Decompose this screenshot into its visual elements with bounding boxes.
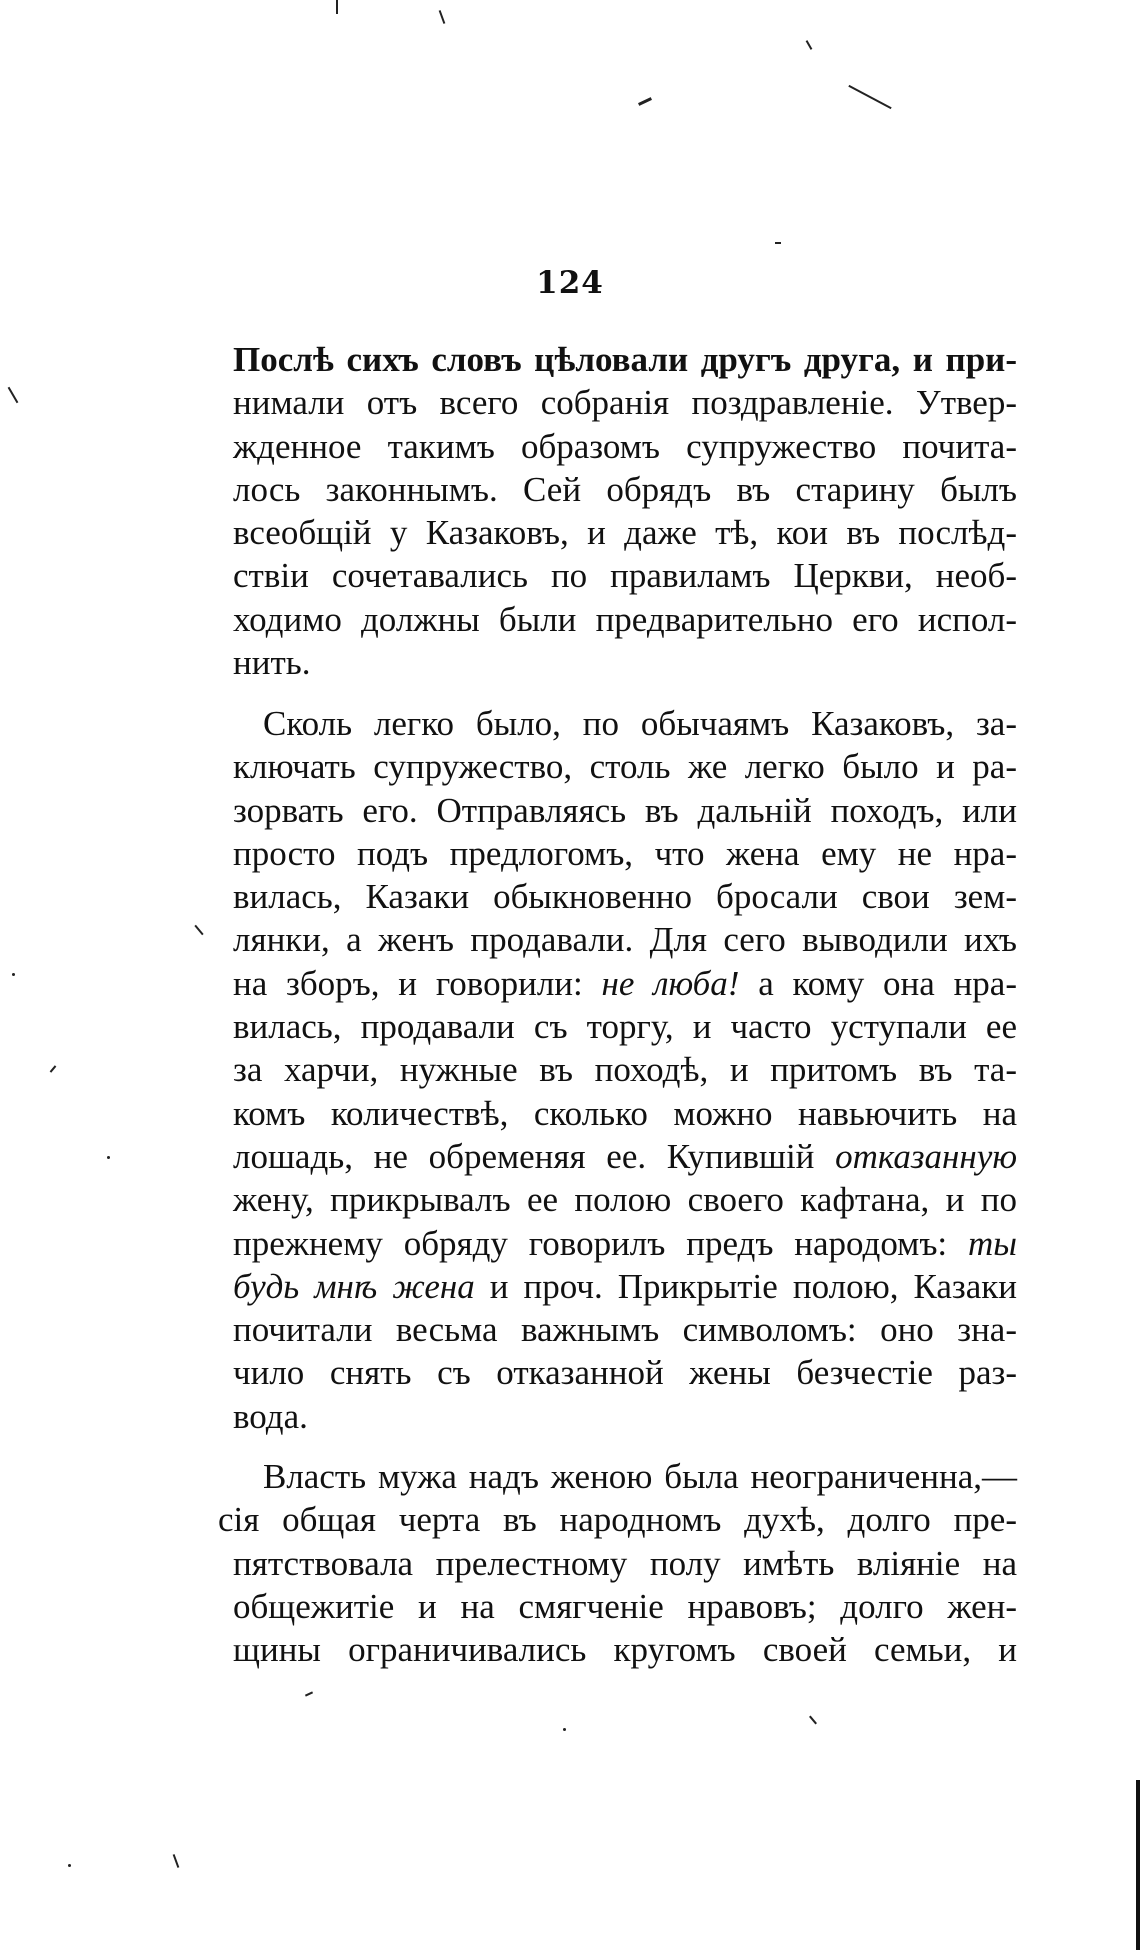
scan-speck bbox=[439, 10, 446, 24]
scan-speck bbox=[68, 1864, 71, 1867]
text-line: жденное такимъ образомъ супружество почита- bbox=[233, 426, 1017, 466]
text-run: прежнему обряду говорилъ предъ народомъ: bbox=[233, 1223, 969, 1263]
scan-speck bbox=[305, 1691, 313, 1696]
text-line: Власть мужа надъ женою была неограниченна,— bbox=[263, 1457, 1017, 1496]
text-line bbox=[233, 1178, 1017, 1221]
italic-text: не люба! bbox=[601, 963, 740, 1003]
text-line: вилась, продавали съ торгу, и часто уступали ее bbox=[233, 1007, 1017, 1047]
text-line: комъ количествѣ, сколько можно навьючить на bbox=[233, 1093, 1017, 1133]
text-line: пятствовала прелестному полу имѣть вліяніе на bbox=[233, 1543, 1017, 1583]
paragraph-2 bbox=[233, 702, 1017, 1438]
italic-text: отказанную bbox=[835, 1136, 1017, 1176]
text-line: вода. bbox=[233, 1396, 308, 1436]
text-run: а кому она нра- bbox=[739, 963, 1018, 1003]
text-line: за харчи, нужные въ походѣ, и притомъ въ та- bbox=[233, 1050, 1017, 1090]
text-line bbox=[233, 1222, 1017, 1265]
text-line: Послѣ сихъ словъ цѣловали другъ друга, и при- bbox=[233, 340, 1017, 379]
text-run: лошадь, не обременяя ее. Купившій bbox=[233, 1136, 836, 1176]
scan-speck bbox=[50, 1065, 57, 1072]
text-run: на зборъ, и говорили: bbox=[233, 963, 602, 1003]
page-number: 124 bbox=[536, 265, 604, 301]
text-line: нить. bbox=[233, 643, 311, 683]
text-line: лось законнымъ. Сей обрядъ въ старину былъ bbox=[233, 469, 1017, 509]
scan-speck bbox=[638, 97, 652, 106]
paragraph-3 bbox=[218, 1455, 1017, 1671]
scan-speck bbox=[848, 85, 891, 109]
scan-speck bbox=[809, 1716, 817, 1725]
scan-speck bbox=[775, 242, 781, 244]
text-line: просто подъ предлогомъ, что жена ему не нра- bbox=[233, 833, 1017, 873]
text-line: нимали отъ всего собранія поздравленіе. Утвер- bbox=[233, 383, 1017, 423]
text-run: жену, прикрывалъ ее полою своего кафтана, и по bbox=[233, 1180, 1017, 1220]
scan-speck bbox=[8, 387, 19, 404]
text-line: щины ограничивались кругомъ своей семьи, и bbox=[233, 1630, 1017, 1670]
scan-speck bbox=[173, 1854, 180, 1868]
text-line: всеобщій у Казаковъ, и даже тѣ, кои въ послѣд- bbox=[233, 513, 1017, 553]
scan-speck bbox=[12, 973, 15, 976]
text-line: почитали весьма важнымъ символомъ: оно зна- bbox=[233, 1310, 1017, 1350]
page-edge bbox=[1136, 1780, 1140, 1950]
text-line bbox=[233, 962, 1017, 1005]
scan-speck bbox=[336, 0, 338, 14]
text-line: лянки, а женъ продавали. Для сего выводили ихъ bbox=[233, 920, 1017, 960]
italic-text: ты bbox=[968, 1223, 1017, 1263]
text-line bbox=[233, 1135, 1017, 1178]
text-line bbox=[233, 1265, 1017, 1308]
text-line: зорвать его. Отправляясь въ дальній походъ, или bbox=[233, 790, 1017, 830]
text-run: и проч. Прикрытіе полою, Казаки bbox=[474, 1266, 1017, 1306]
text-line: вилась, Казаки обыкновенно бросали свои зем- bbox=[233, 877, 1017, 917]
text-line: ключать супружество, столь же легко было и ра- bbox=[233, 747, 1017, 787]
scan-speck bbox=[194, 925, 203, 935]
scan-speck bbox=[107, 1156, 110, 1159]
text-line: сія общая черта въ народномъ духѣ, долго пре- bbox=[218, 1500, 1017, 1540]
italic-text: будь мнѣ жена bbox=[233, 1266, 475, 1306]
text-line: чило снять съ отказанной жены безчестіе раз- bbox=[233, 1353, 1017, 1393]
paragraph-1 bbox=[233, 338, 1017, 684]
scan-speck bbox=[806, 40, 813, 50]
text-line: общежитіе и на смягченіе нравовъ; долго жен- bbox=[233, 1586, 1017, 1626]
text-line: ствіи сочетавались по правиламъ Церкви, необ- bbox=[233, 556, 1017, 596]
scan-speck bbox=[563, 1728, 566, 1731]
text-line: Сколь легко было, по обычаямъ Казаковъ, за- bbox=[263, 704, 1017, 743]
text-line: ходимо должны были предварительно его испол- bbox=[233, 599, 1017, 639]
